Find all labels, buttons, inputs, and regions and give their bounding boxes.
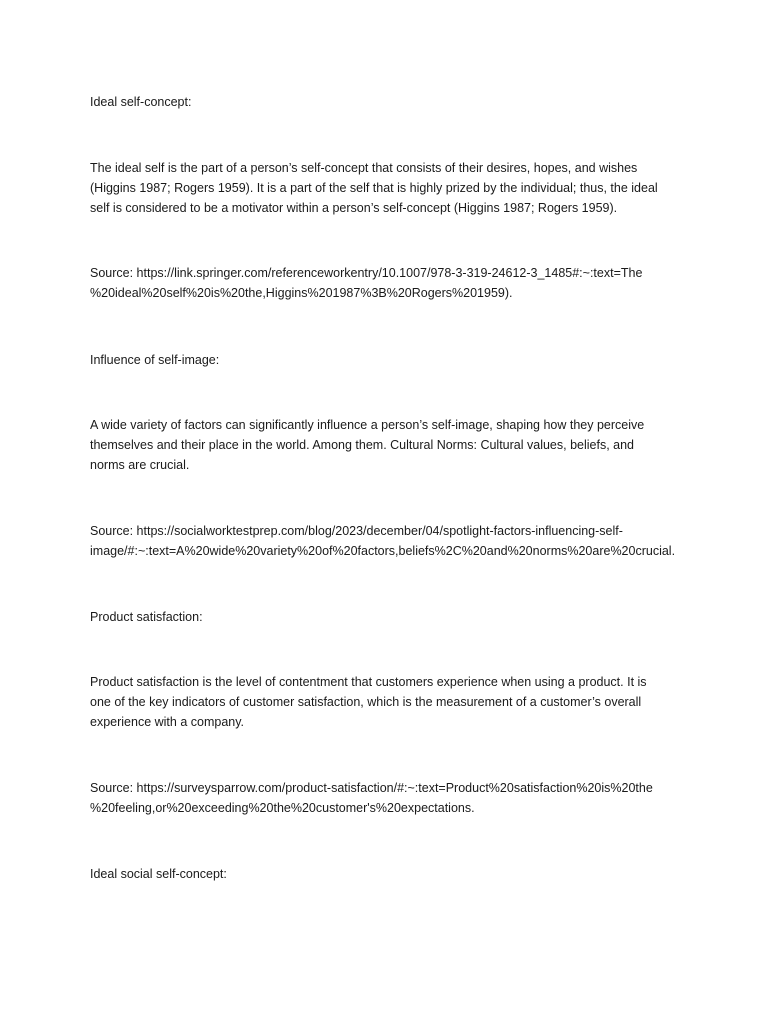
heading-text: Product satisfaction:: [90, 610, 203, 624]
body-line: one of the key indicators of customer satisfaction, which is the measurement of a customer’s overall: [90, 695, 642, 709]
body-line: self is considered to be a motivator within a person’s self-concept (Higgins 1987; Rogers 1959).: [90, 201, 618, 215]
section-heading: [90, 92, 690, 112]
source-line: %20feeling,or%20exceeding%20the%20customer's%20expectations.: [90, 801, 475, 815]
body-line: experience with a company.: [90, 715, 245, 729]
source-line: Source: https://link.springer.com/referenceworkentry/10.1007/978-3-319-24612-3_1485#:~:text=The: [90, 266, 643, 280]
heading-text: Ideal self-concept:: [90, 95, 192, 109]
section-heading: [90, 864, 690, 884]
section-source: [90, 521, 690, 561]
body-line: themselves and their place in the world. Among them. Cultural Norms: Cultural values, beliefs, and: [90, 438, 635, 452]
body-line: Product satisfaction is the level of contentment that customers experience when using a product. It is: [90, 675, 647, 689]
body-line: A wide variety of factors can significantly influence a person’s self-image, shaping how they perceive: [90, 418, 645, 432]
section-heading: [90, 350, 690, 370]
source-line: %20ideal%20self%20is%20the,Higgins%201987%3B%20Rogers%201959).: [90, 286, 513, 300]
section-source: [90, 778, 690, 818]
section-heading: [90, 607, 690, 627]
source-line: Source: https://socialworktestprep.com/blog/2023/december/04/spotlight-factors-influencing-self-: [90, 524, 623, 538]
section-body: [90, 672, 690, 732]
section-source: [90, 263, 690, 303]
section-body: [90, 158, 690, 218]
source-line: image/#:~:text=A%20wide%20variety%20of%20factors,beliefs%2C%20and%20norms%20are%20crucial.: [90, 544, 676, 558]
body-line: norms are crucial.: [90, 458, 190, 472]
heading-text: Influence of self-image:: [90, 353, 220, 367]
section-body: [90, 415, 690, 475]
body-line: The ideal self is the part of a person’s self-concept that consists of their desires, hopes, and wishes: [90, 161, 638, 175]
heading-text: Ideal social self-concept:: [90, 867, 227, 881]
source-line: Source: https://surveysparrow.com/product-satisfaction/#:~:text=Product%20satisfaction%20is%20the: [90, 781, 653, 795]
body-line: (Higgins 1987; Rogers 1959). It is a part of the self that is highly prized by the individual; thus, the ideal: [90, 181, 658, 195]
